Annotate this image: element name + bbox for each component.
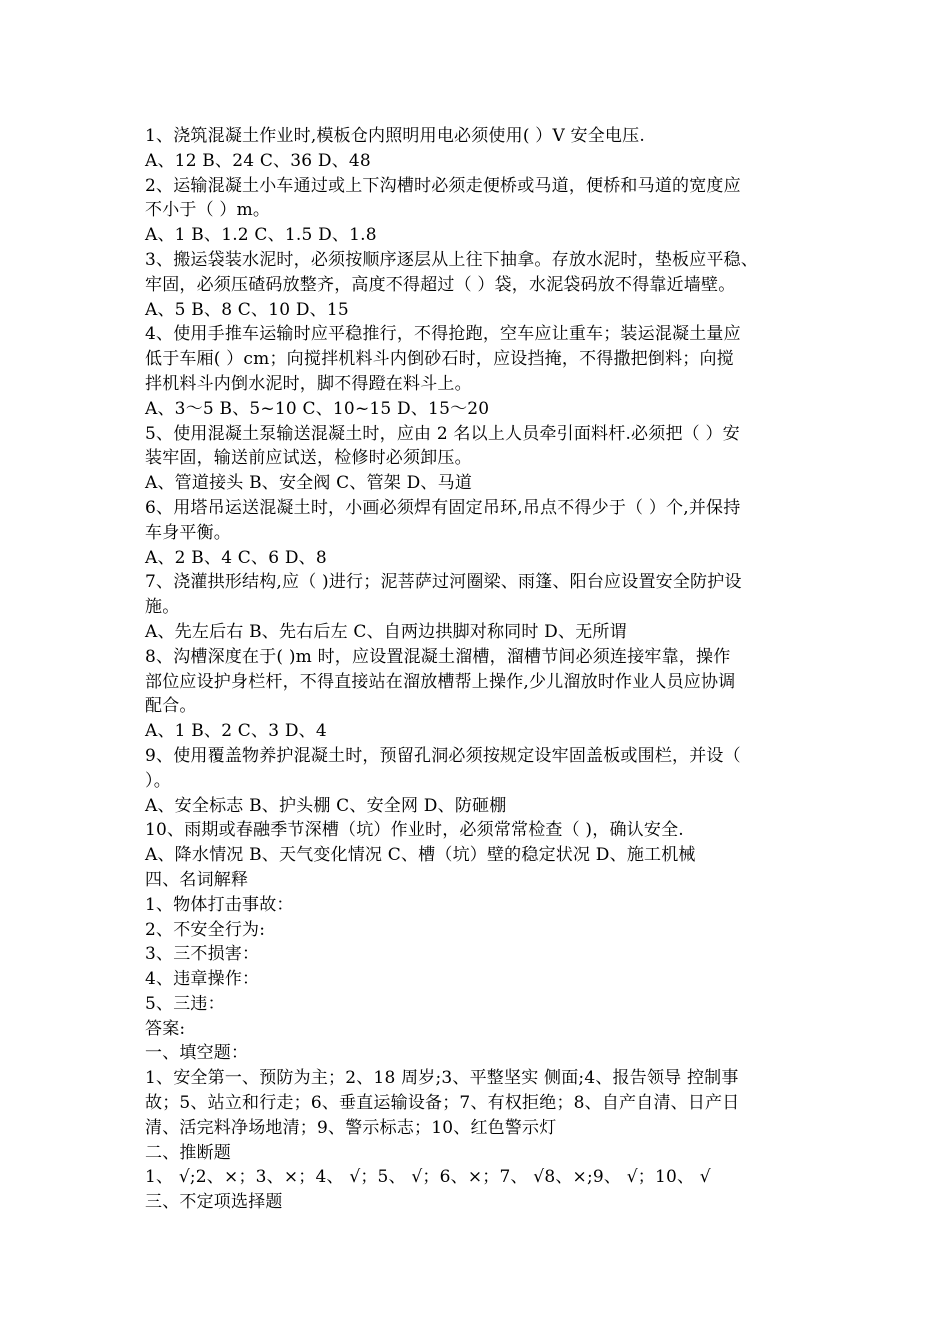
document-body [145,124,810,1215]
text-line: 装牢固，输送前应试送，检修时必须卸压。 [145,448,472,469]
section-heading: 一、填空题： [145,1043,249,1064]
text-line: 8、沟槽深度在于( )m 时，应设置混凝土溜槽，溜槽节间必须连接牢靠，操作 [145,646,731,667]
text-line: 2、不安全行为: [145,919,266,940]
section-heading: 四、名词解释 [145,869,249,890]
text-line: 拌机料斗内倒水泥时，脚不得蹬在料斗上。 [145,373,472,394]
text-line: 2、运输混凝土小车通过或上下沟槽时必须走便桥或马道，便桥和马道的宽度应 [145,175,741,196]
text-line: 1、 √;2、×；3、×；4、 √；5、 √；6、×；7、 √8、×;9、 √；10、 √ [145,1167,711,1188]
text-line: 牢固，必须压碴码放整齐，高度不得超过（ ）袋，水泥袋码放不得靠近墙壁。 [145,274,736,295]
text-line: 部位应设护身栏杆，不得直接站在溜放槽帮上操作,少儿溜放时作业人员应协调 [145,671,736,692]
text-line: A、2 B、4 C、6 D、8 [145,547,327,568]
text-line: 10、雨期或春融季节深槽（坑）作业时，必须常常检查（ )，确认安全. [145,820,684,841]
text-line: A、安全标志 B、护头棚 C、安全网 D、防砸棚 [145,795,507,816]
text-line: 4、违章操作： [145,969,260,990]
text-line: 5、三违： [145,993,225,1014]
text-line: 配合。 [145,696,197,717]
text-line: ）。 [145,770,171,791]
text-line: 6、用塔吊运送混凝土时，小画必须焊有固定吊环,吊点不得少于（ ）个,并保持 [145,497,741,518]
text-line: A、1 B、1.2 C、1.5 D、1.8 [145,225,377,246]
text-line: A、先左后右 B、先右后左 C、自两边拱脚对称同时 D、无所谓 [145,621,627,642]
section-heading: 三、不定项选择题 [145,1192,283,1213]
text-line: 施。 [145,597,180,618]
text-line: 4、使用手推车运输时应平稳推行，不得抢跑，空车应让重车；装运混凝土量应 [145,324,741,345]
text-line: 3、搬运袋装水泥时，必须按顺序逐层从上往下抽拿。存放水泥时，垫板应平稳、 [145,249,759,270]
text-line: 1、安全第一、预防为主；2、18 周岁;3、平整坚实 侧面;4、报告领导 控制事 [145,1068,739,1089]
text-line: A、管道接头 B、安全阀 C、管架 D、马道 [145,473,473,494]
section-heading: 二、推断题 [145,1142,231,1163]
text-line: 5、使用混凝土泵输送混凝土时，应由 2 名以上人员牵引面料杆.必须把（ ）安 [145,423,740,444]
text-line: A、12 B、24 C、36 D、48 [145,150,371,171]
text-line: 清、活完料净场地清；9、警示标志；10、红色警示灯 [145,1117,557,1138]
text-line: 故；5、站立和行走；6、垂直运输设备；7、有权拒绝；8、自产自清、日产日 [145,1093,740,1114]
text-line: A、降水情况 B、天气变化情况 C、槽（坑）壁的稳定状况 D、施工机械 [145,845,696,866]
text-line: 1、物体打击事故： [145,894,294,915]
text-line: 车身平衡。 [145,522,231,543]
text-line: 不小于（ ）m。 [145,200,271,221]
section-heading: 答案: [145,1018,186,1039]
text-line: A、3～5 B、5~10 C、10~15 D、15～20 [145,398,490,419]
text-line: A、1 B、2 C、3 D、4 [145,721,327,742]
text-line: 3、三不损害： [145,944,260,965]
text-line: 1、浇筑混凝土作业时,模板仓内照明用电必须使用( ）V 安全电压. [145,126,645,146]
text-line: 9、使用覆盖物养护混凝土时，预留孔洞必须按规定设牢固盖板或围栏，并设（ [145,745,741,766]
text-line: A、5 B、8 C、10 D、15 [145,299,349,320]
text-line: 7、浇灌拱形结构,应（ )进行；泥菩萨过河圈梁、雨篷、阳台应设置安全防护设 [145,572,742,593]
text-line: 低于车厢( ）cm；向搅拌机料斗内倒砂石时，应设挡掩，不得撒把倒料；向搅 [145,349,734,370]
